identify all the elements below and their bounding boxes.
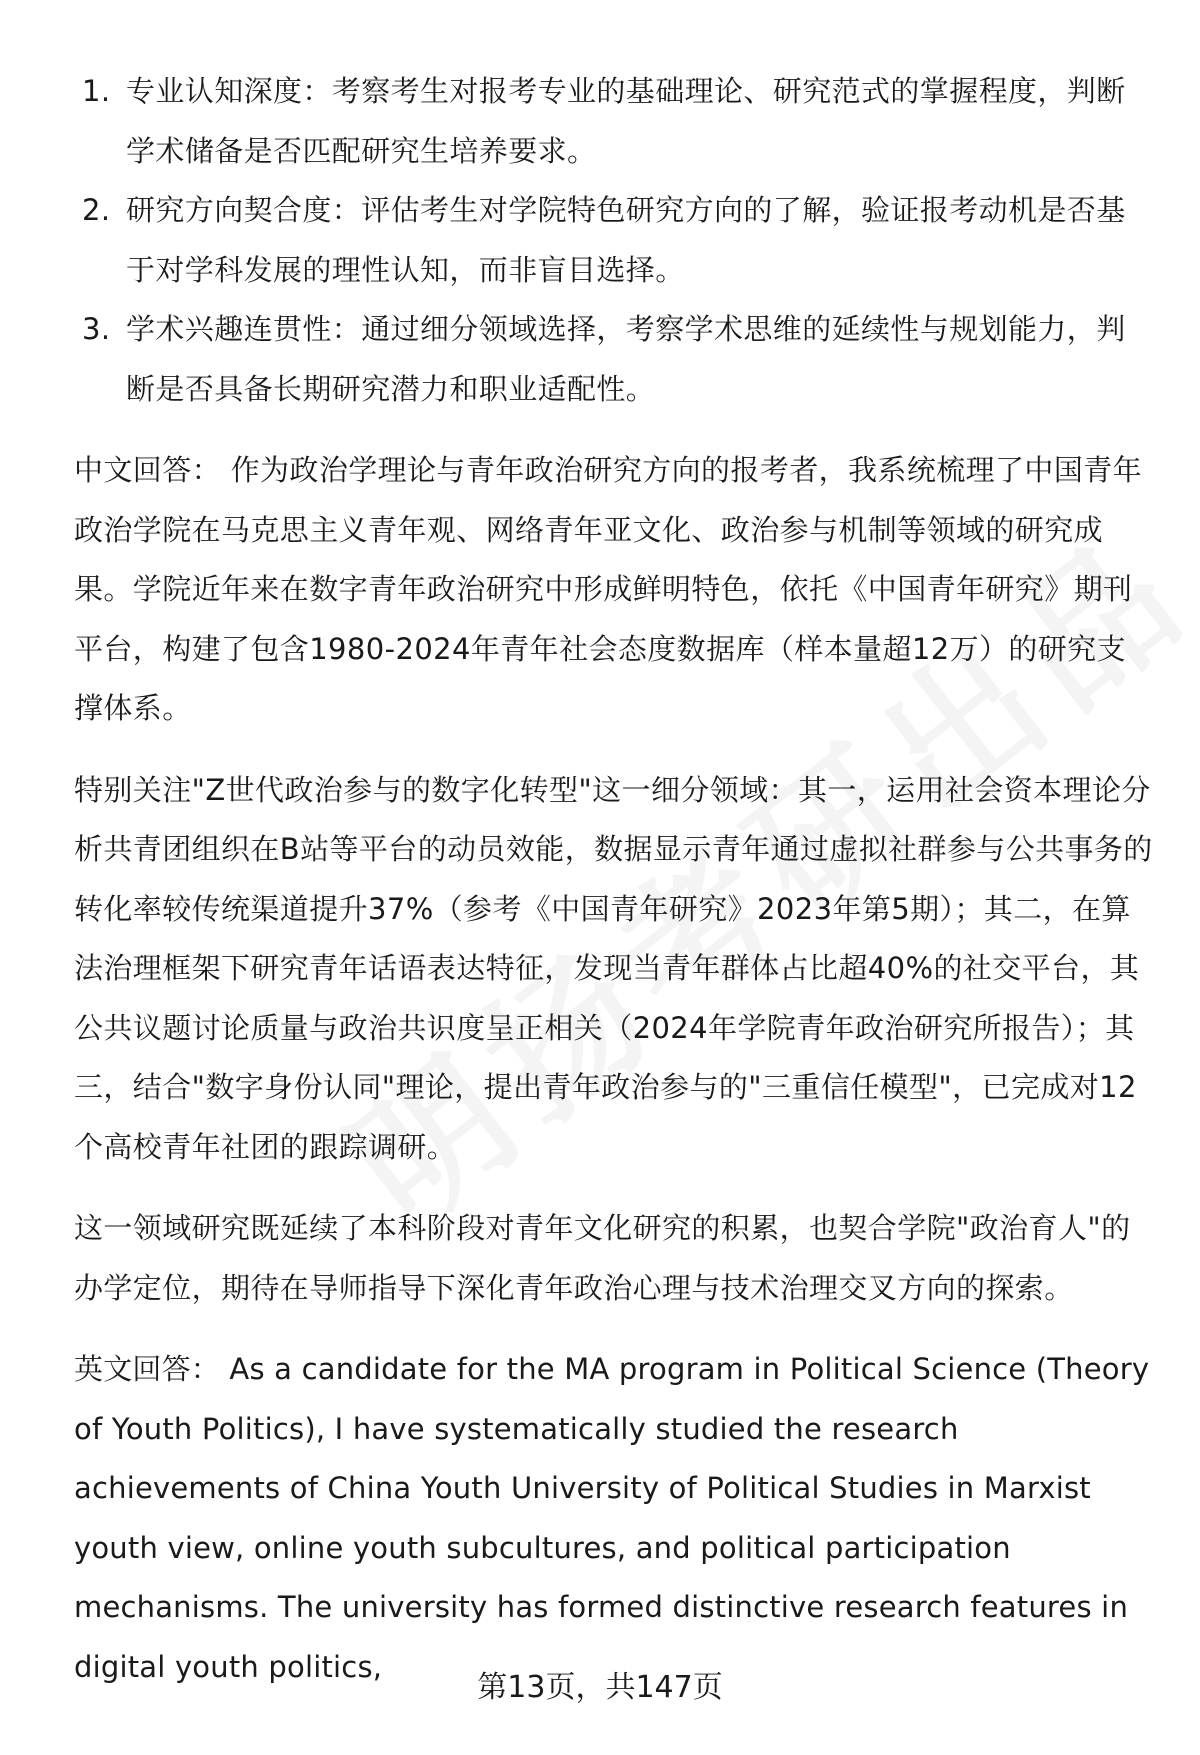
criteria-list <box>74 62 1154 419</box>
document-body <box>74 62 1154 1719</box>
conclusion-paragraph: 这一领域研究既延续了本科阶段对青年文化研究的积累，也契合学院"政治育人"的办学定位，期待在导师指导下深化青年政治心理与技术治理交叉方向的探索。 <box>74 1211 1131 1305</box>
criteria-text: 学术兴趣连贯性：通过细分领域选择，考察学术思维的延续性与规划能力，判断是否具备长期研究潜力和职业适配性。 <box>126 312 1126 406</box>
criteria-text: 研究方向契合度：评估考生对学院特色研究方向的了解，验证报考动机是否基于对学科发展的理性认知，而非盲目选择。 <box>126 193 1126 287</box>
criteria-item <box>74 62 1154 181</box>
chinese-answer-paragraph: 中文回答： 作为政治学理论与青年政治研究方向的报考者，我系统梳理了中国青年政治学院在马克思主义青年观、网络青年亚文化、政治参与机制等领域的研究成果。学院近年来在数字青年政治研究中形成鲜明特色，依托《中国青年研究》期刊平台，构建了包含1980-2024年青年社会态度数据库（样本量超12万）的研究支撑体系。 <box>74 453 1143 725</box>
list-number: 3. <box>82 312 111 346</box>
english-answer-paragraph: 英文回答： As a candidate for the MA program in Political Science (Theory of Youth Politics), I have systematically studied the research achievements of China Youth University of Political Studies in Marxist youth view, online youth subcultures, and political participation mechanisms. The university has formed distinctive research features in digital youth politics, <box>74 1352 1150 1684</box>
focus-paragraph: 特别关注"Z世代政治参与的数字化转型"这一细分领域：其一，运用社会资本理论分析共青团组织在B站等平台的动员效能，数据显示青年通过虚拟社群参与公共事务的转化率较传统渠道提升37%（参考《中国青年研究》2023年第5期）；其二，在算法治理框架下研究青年话语表达特征，发现当青年群体占比超40%的社交平台，其公共议题讨论质量与政治共识度呈正相关（2024年学院青年政治研究所报告）；其三，结合"数字身份认同"理论，提出青年政治参与的"三重信任模型"，已完成对12个高校青年社团的跟踪调研。 <box>74 772 1153 1164</box>
list-number: 2. <box>82 193 111 227</box>
criteria-item <box>74 300 1154 419</box>
page-number: 第13页，共147页 <box>477 1670 723 1705</box>
criteria-text: 专业认知深度：考察考生对报考专业的基础理论、研究范式的掌握程度，判断学术储备是否匹配研究生培养要求。 <box>126 74 1126 168</box>
list-number: 1. <box>82 74 111 108</box>
criteria-item <box>74 181 1154 300</box>
